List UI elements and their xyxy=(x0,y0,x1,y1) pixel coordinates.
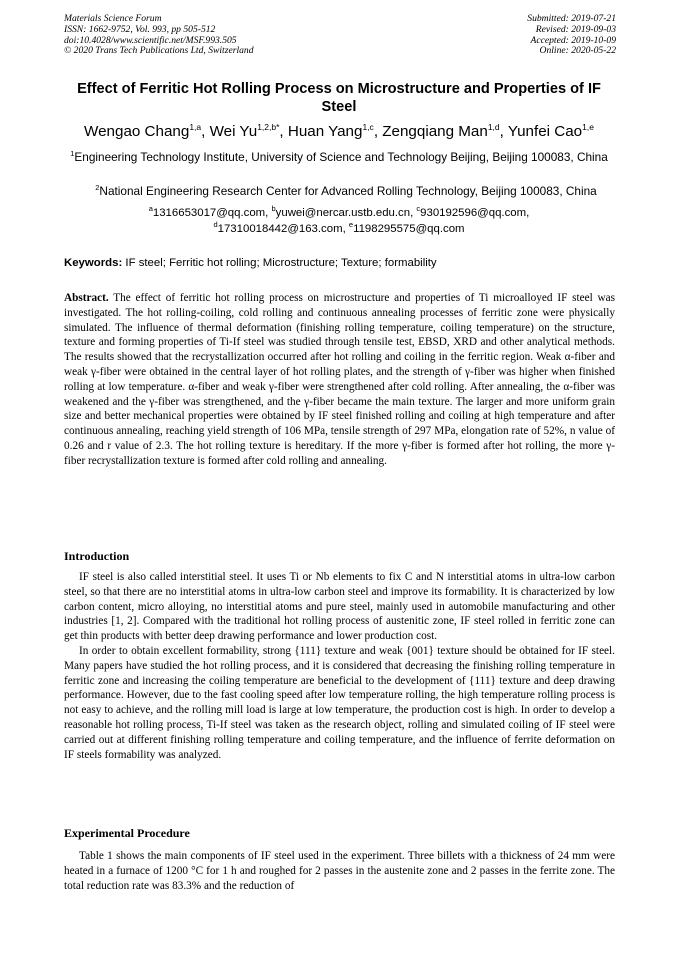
affiliation-2: $^2$National Engineering Research Center for Advanced Rolling Technology, Beijing 100083, China xyxy=(95,183,597,198)
experimental-body xyxy=(64,849,615,893)
paragraph: Table 1 shows the main components of IF steel used in the experiment. Three billets with a thickness of 24 mm were heated in a furnace of 1200 °C for 1 h and roughed for 2 passes in the austenite zone and 2 passes in the ferrite zone. The total reduction rate was 83.3% and the reduction of xyxy=(64,850,615,892)
abstract-label: Abstract. xyxy=(64,292,109,304)
author-emails xyxy=(66,206,612,237)
affiliation-1: $^1$Engineering Technology Institute, University of Science and Technology Beijing, Beijing 100083, China xyxy=(70,149,608,164)
author: Yunfei Cao$^{1,e}$ xyxy=(507,122,594,140)
journal-name: Materials Science Forum xyxy=(64,13,162,24)
paragraph: In order to obtain excellent formability, strong {111} texture and weak {001} texture should be obtained for IF steel. Many papers have studied the hot rolling process, and it is considered that decreasing the finishing rolling temperature in ferritic zone and increasing the coiling temperature are beneficial to the development of {111} texture and deep drawing performance. However, due to the fast cooling speed after low temperature rolling, the high temperature rolling process is not easy to achieve, and the rolling mill load is large at low temperature, the production cost is high. In order to develop a reasonable hot rolling process, Ti-If steel was taken as the research object, rolling and simulated coiling of IF steel were carried out at different finishing rolling temperature and coiling temperature, and the influence of ferrite deformation on IF steels formability was analyzed. xyxy=(64,644,615,761)
revised-date: Revised: 2019-09-03 xyxy=(535,23,616,35)
email: $^e$1198295575@qq.com xyxy=(348,219,465,235)
author: Wengao Chang$^{1,a}$, xyxy=(84,122,210,140)
publication-dates xyxy=(527,14,616,57)
abstract xyxy=(64,291,615,469)
keywords xyxy=(64,256,616,270)
experimental-heading: Experimental Procedure xyxy=(64,826,190,840)
email: $^a$1316653017@qq.com, xyxy=(148,204,272,219)
issn-line: ISSN: 1662-9752, Vol. 993, pp 505-512 xyxy=(64,23,216,35)
author: Zengqiang Man$^{1,d}$, xyxy=(382,122,508,140)
keywords-label: Keywords: xyxy=(64,257,123,269)
paper-title: Effect of Ferritic Hot Rolling Process on Microstructure and Properties of IF Steel xyxy=(77,81,601,115)
author: Wei $Yu^{1,2,b*}$, xyxy=(209,122,288,140)
copyright-line: © 2020 Trans Tech Publications Ltd, Switzerland xyxy=(64,45,254,57)
online-date: Online: 2020-05-22 xyxy=(539,45,616,57)
paragraph: IF steel is also called interstitial steel. It uses Ti or Nb elements to fix C and N interstitial atoms in ultra-low carbon steel, so that there are no interstitial atoms in ultra-low carbon steel and improve its formability. It is characterized by low carbon content, micro alloying, no interstitial atoms and pure steel, mainly used in automobile manufacturing and other industries [1, 2]. Compared with the traditional hot rolling process of austenitic zone, IF steel rolled in ferritic zone can get thin products with better deep drawing performance and lower production cost. xyxy=(64,571,615,643)
introduction-heading: Introduction xyxy=(64,549,130,563)
submitted-date: Submitted: 2019-07-21 xyxy=(527,13,616,24)
author: Huan Yang$^{1,c}$, xyxy=(287,122,383,140)
keywords-text: IF steel; Ferritic hot rolling; Microstructure; Texture; formability xyxy=(125,257,437,269)
author-list xyxy=(40,123,638,141)
journal-info xyxy=(64,14,254,57)
introduction-body xyxy=(64,570,615,762)
email: $^d$17310018442@163.com, xyxy=(213,219,349,235)
email: $^c$930192596@qq.com, xyxy=(416,204,530,219)
email: $^b$yuwei@nercar.ustb.edu.cn, xyxy=(271,204,417,219)
doi-line: doi:10.4028/www.scientific.net/MSF.993.505 xyxy=(64,34,237,46)
abstract-text: The effect of ferritic hot rolling process on microstructure and properties of Ti microalloyed IF steel was investigated. The hot rolling-coiling, cold rolling and continuous annealing processes of ferritic zone were physically simulated. The influence of thermal deformation (finishing rolling temperature, coiling temperature) on the structure, texture and forming properties of Ti-If steel was studied through tensile test, EBSD, XRD and other analytical methods. The results showed that the recrystallization occurred after hot rolling and coiling in the ferritic region. Weak α-fiber and weak γ-fiber were obtained in the central layer of hot rolling plates, and the strength of γ-fiber was higher when finished rolling at low temperature. α-fiber and weak γ-fiber were strengthened after cold rolling. After annealing, the α-fiber was weakened and the γ-fiber was strengthened, and the γ-fiber became the main texture. The larger and more uniform grain size and better mechanical properties were obtained by IF steel finished rolling and coiling at high temperature and after continuous annealing, reaching yield strength of 106 MPa, tensile strength of 297 MPa, elongation rate of 52%, n value of 0.26 and r value of 2.3. The hot rolling texture is hereditary. If the more γ-fiber is formed after hot rolling, the more γ-fiber recrystallization texture is formed after cold rolling and annealing. xyxy=(64,292,615,467)
accepted-date: Accepted: 2019-10-09 xyxy=(530,34,616,46)
